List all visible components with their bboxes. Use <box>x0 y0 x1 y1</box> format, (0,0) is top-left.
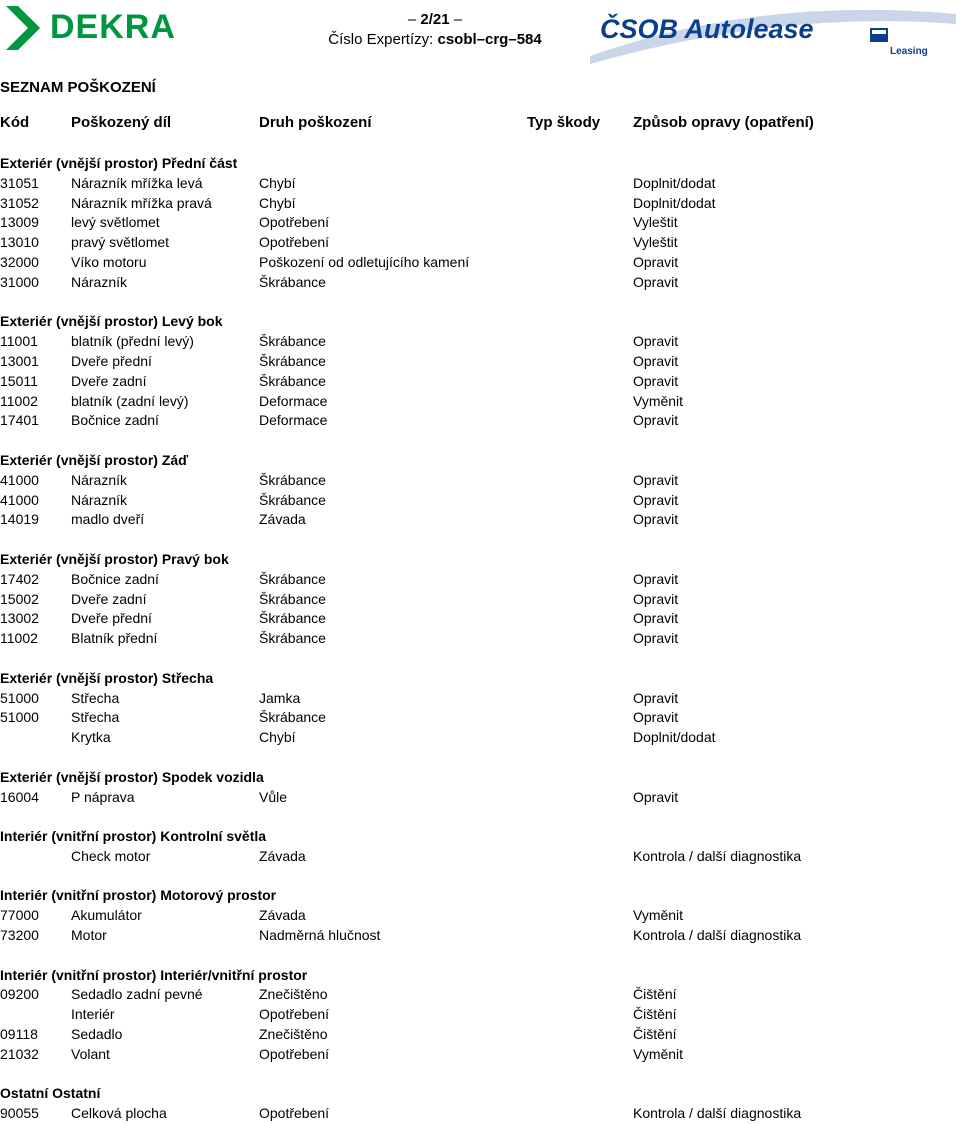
cell-code: 11002 <box>0 392 38 409</box>
cell-code: 15011 <box>0 372 38 389</box>
cell-code: 13010 <box>0 234 39 251</box>
cell-part: levý světlomet <box>71 214 160 231</box>
cell-damage-kind: Opotřebení <box>259 1006 330 1023</box>
cell-damage-kind: Vůle <box>259 788 288 805</box>
cell-part: madlo dveří <box>71 511 145 528</box>
page-header <box>0 0 960 70</box>
table-row <box>0 788 960 808</box>
dekra-logo <box>2 2 176 54</box>
cell-repair-method: Opravit <box>633 570 679 587</box>
cell-code: 41000 <box>0 491 39 508</box>
table-row <box>0 847 960 867</box>
cell-part: pravý světlomet <box>71 234 170 251</box>
cell-part: Střecha <box>71 709 120 726</box>
cell-part: Dveře zadní <box>71 590 147 607</box>
dekra-arrow-icon <box>2 2 52 54</box>
cell-repair-method: Opravit <box>633 253 679 270</box>
cell-code: 90055 <box>0 1105 39 1122</box>
cell-code: 21032 <box>0 1045 39 1062</box>
cell-damage-kind: Znečištěno <box>259 1026 328 1043</box>
cell-part: blatník (zadní levý) <box>71 392 189 409</box>
section-title: Interiér (vnitřní prostor) Kontrolní světla <box>0 828 267 845</box>
cell-part: Motor <box>71 927 107 944</box>
cell-part: Volant <box>71 1045 110 1062</box>
table-row <box>0 392 960 412</box>
column-header-repair-method: Způsob opravy (opatření) <box>633 114 814 131</box>
cell-repair-method: Opravit <box>633 352 679 369</box>
cell-part: Nárazník <box>71 273 128 290</box>
table-row <box>0 471 960 491</box>
page-number: 2/21 <box>420 11 450 28</box>
cell-part: Bočnice zadní <box>71 570 159 587</box>
cell-repair-method: Opravit <box>633 590 679 607</box>
cell-part: Bočnice zadní <box>71 412 159 429</box>
section-title: Exteriér (vnější prostor) Záď <box>0 451 189 468</box>
cell-code: 17402 <box>0 570 39 587</box>
table-row <box>0 213 960 233</box>
dekra-wordmark: DEKRA <box>50 8 176 46</box>
table-row <box>0 1104 960 1124</box>
cell-repair-method: Opravit <box>633 689 679 706</box>
cell-damage-kind: Závada <box>259 847 306 864</box>
table-row <box>0 332 960 352</box>
section-spacer <box>0 748 960 768</box>
cell-repair-method: Vyměnit <box>633 907 684 924</box>
cell-repair-method: Vyleštit <box>633 214 678 231</box>
cell-damage-kind: Škrábance <box>259 590 326 607</box>
cell-part: Dveře zadní <box>71 372 147 389</box>
cell-repair-method: Kontrola / další diagnostika <box>633 1105 802 1122</box>
cell-damage-kind: Chybí <box>259 729 296 746</box>
cell-damage-kind: Opotřebení <box>259 1045 330 1062</box>
cell-repair-method: Kontrola / další diagnostika <box>633 927 802 944</box>
csob-leasing-label: Leasing <box>890 46 928 57</box>
cell-code: 11001 <box>0 333 38 350</box>
section-title: Interiér (vnitřní prostor) Interiér/vnitřní prostor <box>0 966 308 983</box>
cell-part: Krytka <box>71 729 111 746</box>
cell-repair-method: Kontrola / další diagnostika <box>633 847 802 864</box>
cell-part: P náprava <box>71 788 135 805</box>
section-title: Exteriér (vnější prostor) Levý bok <box>0 313 223 330</box>
cell-repair-method: Opravit <box>633 471 679 488</box>
cell-part: blatník (přední levý) <box>71 333 194 350</box>
table-row <box>0 1025 960 1045</box>
column-header-damage-type: Typ škody <box>527 114 601 131</box>
cell-repair-method: Opravit <box>633 630 679 647</box>
cell-code: 11002 <box>0 630 38 647</box>
table-row <box>0 926 960 946</box>
cell-damage-kind: Škrábance <box>259 352 326 369</box>
cell-repair-method: Doplnit/dodat <box>633 729 716 746</box>
table-row <box>0 510 960 530</box>
cell-code: 13001 <box>0 352 39 369</box>
table-row <box>0 1005 960 1025</box>
damage-list <box>0 154 960 1124</box>
cell-damage-kind: Chybí <box>259 194 296 211</box>
table-row <box>0 985 960 1005</box>
section-spacer <box>0 530 960 550</box>
table-row <box>0 233 960 253</box>
cell-repair-method: Čištění <box>633 1026 677 1043</box>
column-header-part: Poškozený díl <box>71 114 172 131</box>
cell-part: Sedadlo zadní pevné <box>71 986 203 1003</box>
cell-code: 17401 <box>0 412 39 429</box>
cell-repair-method: Čištění <box>633 1006 677 1023</box>
expertise-value: csobl–crg–584 <box>437 31 542 48</box>
section-title: Interiér (vnitřní prostor) Motorový prostor <box>0 887 277 904</box>
section-spacer <box>0 867 960 887</box>
cell-damage-kind: Poškození od odletujícího kamení <box>259 253 470 270</box>
cell-damage-kind: Škrábance <box>259 630 326 647</box>
table-row <box>0 411 960 431</box>
cell-code: 51000 <box>0 709 39 726</box>
cell-part: Víko motoru <box>71 253 147 270</box>
cell-damage-kind: Závada <box>259 907 306 924</box>
cell-code: 32000 <box>0 253 39 270</box>
section-spacer <box>0 1065 960 1085</box>
cell-repair-method: Čištění <box>633 986 677 1003</box>
cell-damage-kind: Opotřebení <box>259 214 330 231</box>
section-title: Exteriér (vnější prostor) Spodek vozidla <box>0 768 264 785</box>
table-row <box>0 372 960 392</box>
cell-part: Blatník přední <box>71 630 158 647</box>
cell-code: 09200 <box>0 986 39 1003</box>
table-row <box>0 174 960 194</box>
cell-part: Nárazník mřížka levá <box>71 174 203 191</box>
table-row <box>0 590 960 610</box>
cell-part: Dveře přední <box>71 610 152 627</box>
cell-repair-method: Opravit <box>633 788 679 805</box>
table-row <box>0 273 960 293</box>
cell-repair-method: Opravit <box>633 491 679 508</box>
expertise-line <box>300 30 570 50</box>
cell-repair-method: Opravit <box>633 610 679 627</box>
table-row <box>0 253 960 273</box>
section-title: Exteriér (vnější prostor) Pravý bok <box>0 550 229 567</box>
cell-code: 77000 <box>0 907 39 924</box>
cell-repair-method: Vyměnit <box>633 392 684 409</box>
column-header-damage-kind: Druh poškození <box>259 114 372 131</box>
column-header-row <box>0 114 960 134</box>
section-spacer <box>0 649 960 669</box>
page-info <box>300 10 570 50</box>
cell-code: 15002 <box>0 590 39 607</box>
table-row <box>0 689 960 709</box>
section-spacer <box>0 946 960 966</box>
table-row <box>0 352 960 372</box>
table-row <box>0 1045 960 1065</box>
cell-part: Nárazník mřížka pravá <box>71 194 212 211</box>
cell-part: Nárazník <box>71 491 128 508</box>
page-title: SEZNAM POŠKOZENÍ <box>0 79 156 96</box>
table-row <box>0 728 960 748</box>
cell-damage-kind: Škrábance <box>259 709 326 726</box>
column-header-code: Kód <box>0 114 30 131</box>
table-row <box>0 629 960 649</box>
cell-repair-method: Opravit <box>633 333 679 350</box>
cell-damage-kind: Nadměrná hlučnost <box>259 927 381 944</box>
cell-code: 14019 <box>0 511 39 528</box>
section-title: Exteriér (vnější prostor) Přední část <box>0 155 238 171</box>
cell-damage-kind: Škrábance <box>259 610 326 627</box>
cell-repair-method: Opravit <box>633 511 679 528</box>
cell-damage-kind: Znečištěno <box>259 986 328 1003</box>
section-title: Ostatní Ostatní <box>0 1085 101 1102</box>
cell-damage-kind: Deformace <box>259 392 328 409</box>
section-spacer <box>0 807 960 827</box>
cell-code: 41000 <box>0 471 39 488</box>
cell-repair-method: Opravit <box>633 273 679 290</box>
csob-wordmark: ČSOB Autolease <box>600 14 814 44</box>
cell-damage-kind: Jamka <box>259 689 301 706</box>
cell-damage-kind: Opotřebení <box>259 1105 330 1122</box>
cell-code: 31000 <box>0 273 39 290</box>
cell-damage-kind: Chybí <box>259 174 296 191</box>
cell-code: 31051 <box>0 174 39 191</box>
cell-part: Dveře přední <box>71 352 152 369</box>
cell-damage-kind: Škrábance <box>259 333 326 350</box>
expertise-label: Číslo Expertízy: <box>328 31 434 48</box>
cell-part: Interiér <box>71 1006 115 1023</box>
cell-damage-kind: Škrábance <box>259 471 326 488</box>
cell-repair-method: Opravit <box>633 709 679 726</box>
table-row <box>0 570 960 590</box>
cell-repair-method: Opravit <box>633 372 679 389</box>
csob-autolease-logo <box>590 6 956 66</box>
cell-damage-kind: Deformace <box>259 412 328 429</box>
cell-code: 73200 <box>0 927 39 944</box>
cell-damage-kind: Opotřebení <box>259 234 330 251</box>
table-row <box>0 491 960 511</box>
cell-damage-kind: Škrábance <box>259 491 326 508</box>
cell-code: 16004 <box>0 788 39 805</box>
cell-part: Sedadlo <box>71 1026 123 1043</box>
cell-part: Celková plocha <box>71 1105 167 1122</box>
cell-damage-kind: Závada <box>259 511 306 528</box>
cell-code: 51000 <box>0 689 39 706</box>
cell-repair-method: Doplnit/dodat <box>633 174 716 191</box>
cell-part: Střecha <box>71 689 120 706</box>
cell-part: Check motor <box>71 847 151 864</box>
cell-code: 31052 <box>0 194 39 211</box>
cell-code: 13002 <box>0 610 39 627</box>
page-number-line: – 2/21 – <box>407 11 463 28</box>
cell-code: 09118 <box>0 1026 38 1043</box>
section-title: Exteriér (vnější prostor) Střecha <box>0 669 214 686</box>
cell-code: 13009 <box>0 214 39 231</box>
cell-repair-method: Vyleštit <box>633 234 678 251</box>
cell-part: Nárazník <box>71 471 128 488</box>
cell-repair-method: Doplnit/dodat <box>633 194 716 211</box>
cell-part: Akumulátor <box>71 907 142 924</box>
section-spacer <box>0 431 960 451</box>
cell-damage-kind: Škrábance <box>259 273 326 290</box>
cell-repair-method: Opravit <box>633 412 679 429</box>
cell-damage-kind: Škrábance <box>259 372 326 389</box>
table-row <box>0 708 960 728</box>
table-row <box>0 194 960 214</box>
section-spacer <box>0 293 960 313</box>
table-row <box>0 609 960 629</box>
cell-repair-method: Vyměnit <box>633 1045 684 1062</box>
cell-damage-kind: Škrábance <box>259 570 326 587</box>
table-row <box>0 906 960 926</box>
